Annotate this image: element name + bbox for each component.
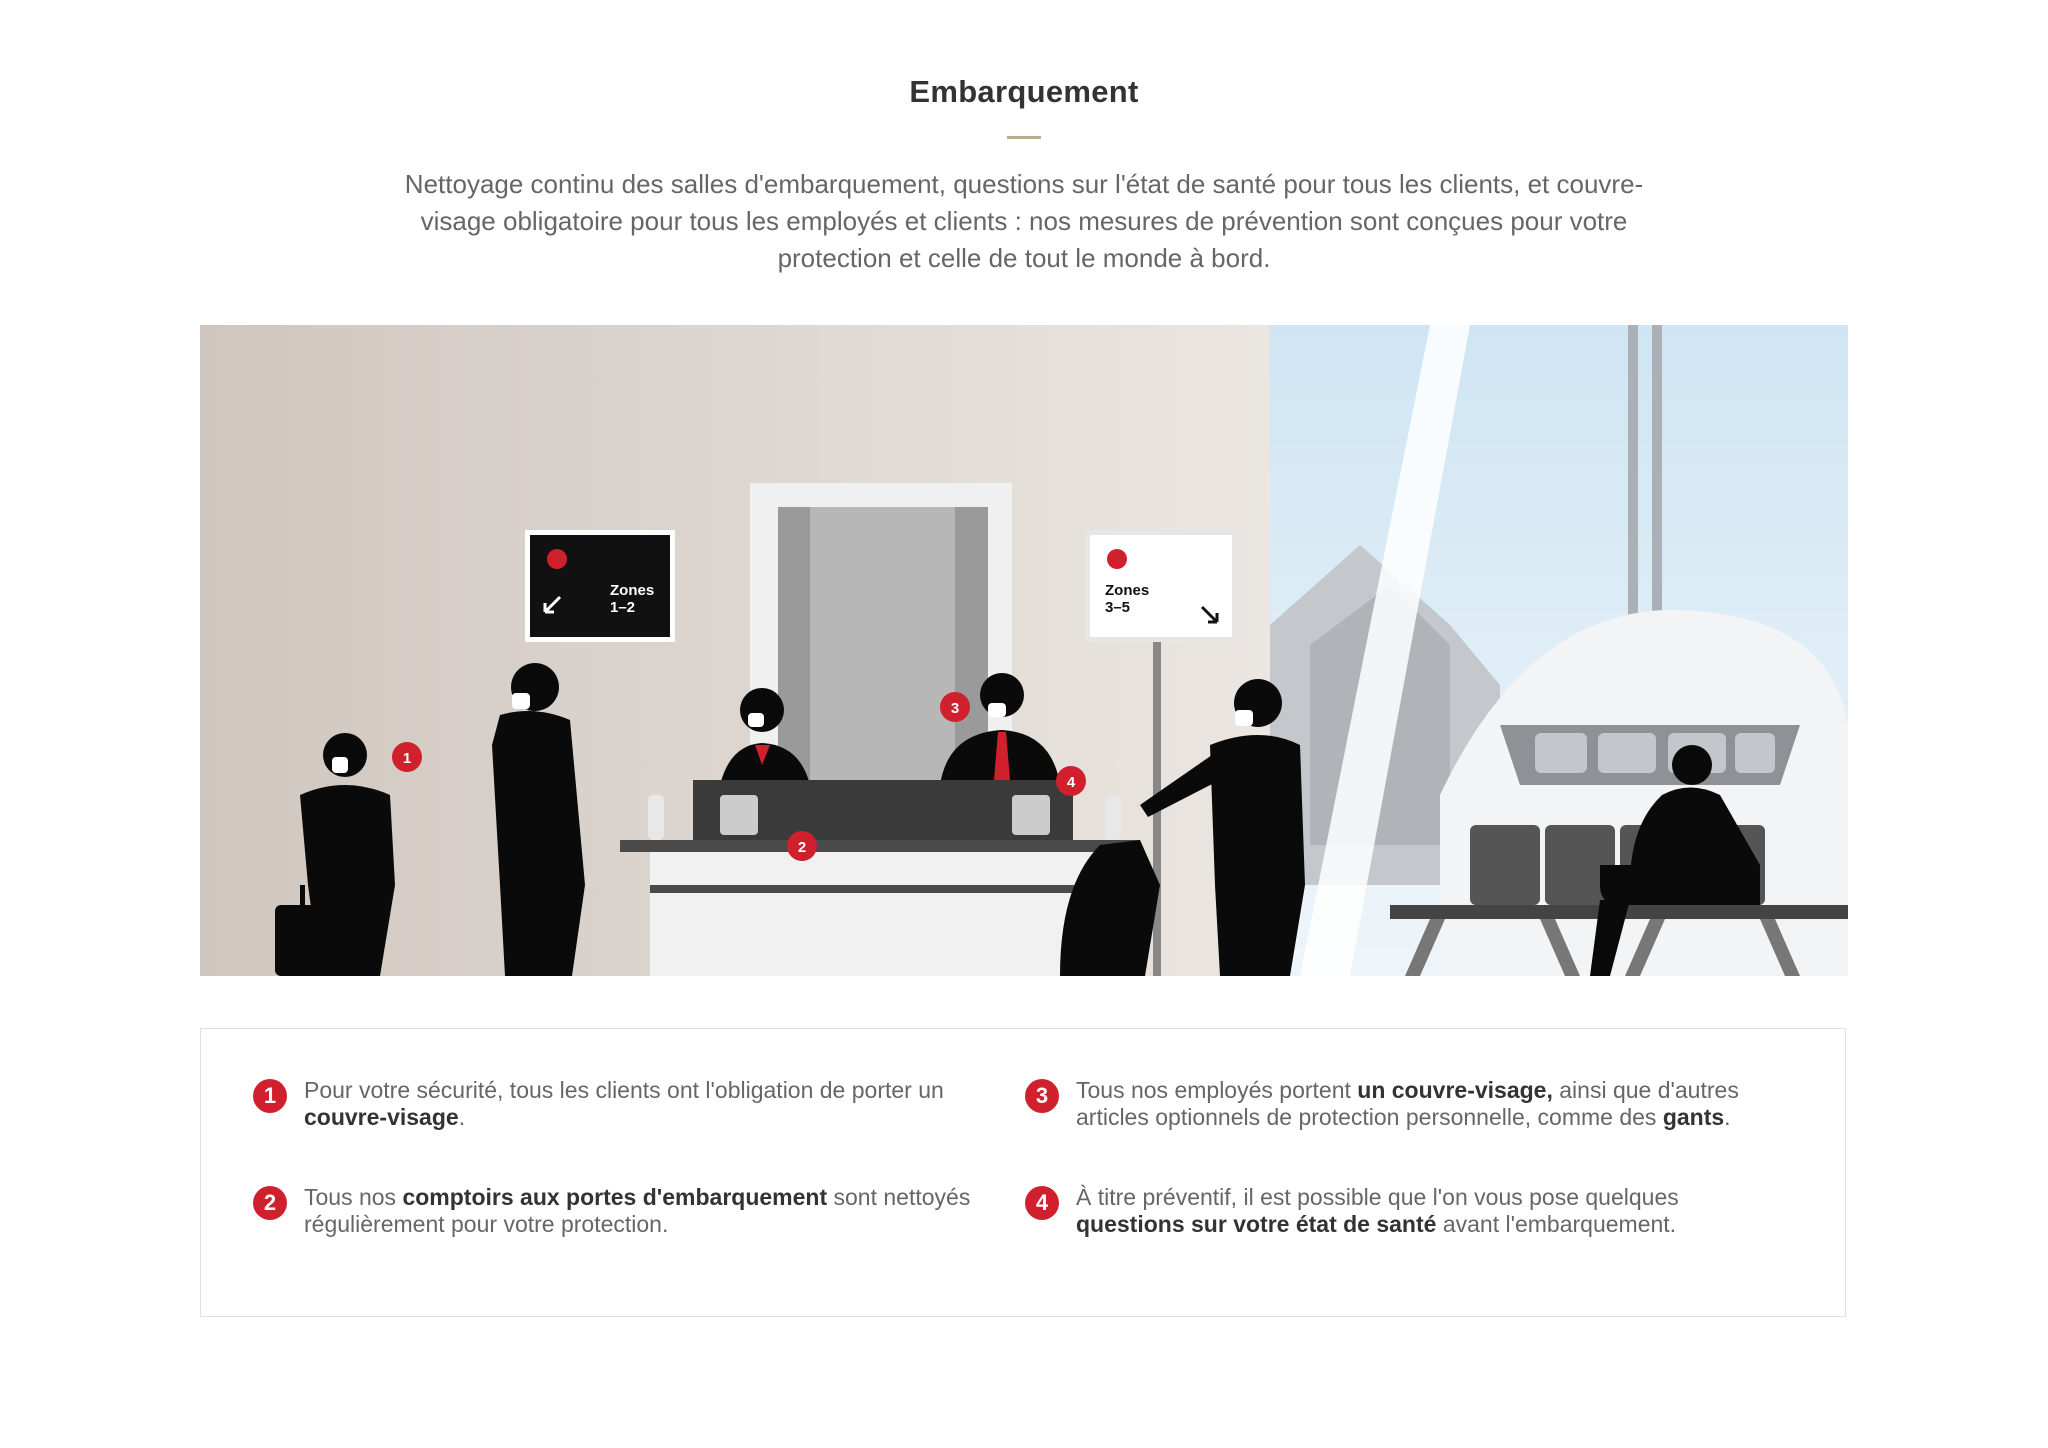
svg-text:3–5: 3–5: [1105, 599, 1131, 616]
boarding-illustration: [200, 325, 1848, 976]
legend-number-3: 3: [1025, 1079, 1059, 1113]
page-title: Embarquement: [909, 74, 1139, 109]
svg-text:Zones: Zones: [610, 582, 655, 599]
svg-text:4: 4: [1066, 774, 1076, 791]
svg-text:3: 3: [950, 700, 960, 717]
marker-3: [940, 692, 970, 722]
legend-text-2: Tous nos comptoirs aux portes d'embarquement sont nettoyés régulièrement pour votre protection.: [304, 1184, 971, 1237]
intro-paragraph: Nettoyage continu des salles d'embarquement, questions sur l'état de santé pour tous les clients, et couvre-visage obligatoire pour tous les employés et clients : nos mesures de prévention sont conçues pour votre protection et celle de tout le monde à bord.: [404, 169, 1644, 273]
legend-text-1: Pour votre sécurité, tous les clients ont l'obligation de porter un couvre-visage.: [304, 1077, 944, 1130]
legend-number-2: 2: [253, 1186, 287, 1220]
legend-number-1: 1: [253, 1079, 287, 1113]
legend-box: [200, 1028, 1846, 1317]
svg-text:1–2: 1–2: [610, 599, 636, 616]
legend-text-4: À titre préventif, il est possible que l'on vous pose quelques questions sur votre état de santé avant l'embarquement.: [1076, 1184, 1679, 1237]
marker-2: [787, 831, 817, 861]
title-underline: [1007, 136, 1041, 139]
svg-text:Zones: Zones: [1105, 582, 1150, 599]
legend-number-4: 4: [1025, 1186, 1059, 1220]
svg-text:1: 1: [402, 750, 412, 767]
marker-1: [392, 742, 422, 772]
legend-text-3: Tous nos employés portent un couvre-visage, ainsi que d'autres articles optionnels de protection personnelle, comme des gants.: [1076, 1077, 1739, 1130]
svg-text:2: 2: [797, 839, 807, 856]
marker-4: [1056, 766, 1086, 796]
